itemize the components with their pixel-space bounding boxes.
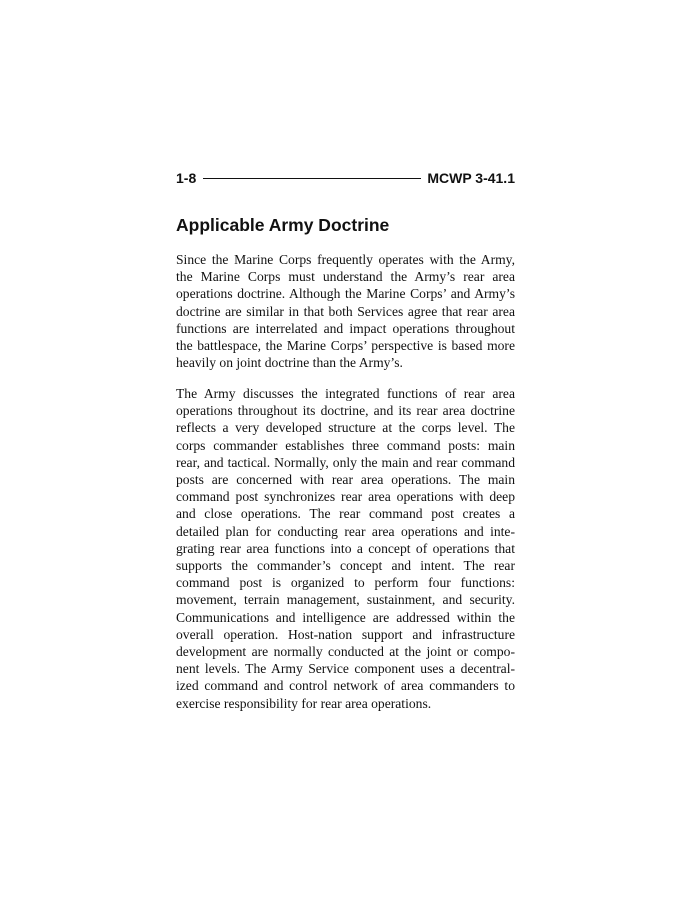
body-paragraph-2: The Army discusses the integrated functions of rear area operations throughout its doctrine, and its rear area doctrine reflects a very developed structure at the corps level. The corps commander establishes three command posts: main rear, and tactical. Normally, only the main and rear command posts are concerned with rear area operations. The main command post synchronizes rear area operations with deep and close operations. The rear command post creates a detailed plan for conducting rear area operations and integrating rear area functions into a concept of operations that supports the commander’s concept and intent. The rear command post is organized to perform four functions: movement, terrain management, sustainment, and security. Communications and intelligence are addressed within the overall operation. Host-nation support and infrastructure development are normally conducted at the joint or component levels. The Army Service component uses a decentralized command and control network of area commanders to exercise responsibility for rear area operations. xyxy=(176,386,515,711)
section-title: Applicable Army Doctrine xyxy=(176,215,390,235)
body-paragraph-1: Since the Marine Corps frequently operates with the Army, the Marine Corps must understand the Army’s rear area operations doctrine. Although the Marine Corps’ and Army’s doctrine are similar in that both Services agree that rear area functions are interrelated and impact operations throughout the battlespace, the Marine Corps’ perspective is based more heavily on joint doctrine than the Army’s. xyxy=(176,252,515,371)
publication-id: MCWP 3-41.1 xyxy=(427,170,515,186)
page-number: 1-8 xyxy=(176,170,197,186)
header-rule xyxy=(203,178,421,179)
page-header xyxy=(176,168,515,188)
